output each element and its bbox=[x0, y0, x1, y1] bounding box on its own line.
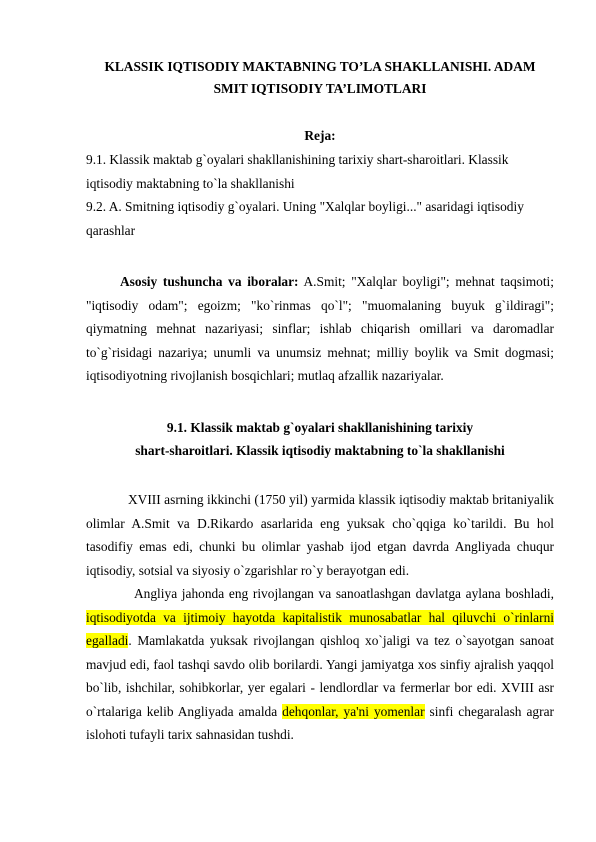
plan-item: 9.2. A. Smitning iqtisodiy g`oyalari. Uning "Xalqlar boyligi..." asaridagi iqtisodiy qarashlar bbox=[86, 199, 524, 238]
keywords-label: Asosiy tushuncha va iboralar: bbox=[120, 274, 299, 289]
plan-list bbox=[86, 148, 554, 242]
section-heading bbox=[86, 416, 554, 462]
paragraph-text: . Mamlakatda yuksak rivojlangan qishloq xo`jaligi va tez o`sayotgan sanoat mavjud edi, faol tashqi savdo olib borilardi. Yangi jamiyatga xos sinfiy ajralish yaqqol bo`lib, ishchilar, sohibkorlar, yer egalari - lendlordlar va fermerlar bor edi. XVIII asr o`rtalariga kelib Angliyada amalda bbox=[86, 633, 554, 719]
plan-item: 9.1. Klassik maktab g`oyalari shakllanishining tarixiy shart-sharoitlari. Klassik iqtisodiy maktabning to`la shakllanishi bbox=[86, 152, 509, 191]
keywords-text: A.Smit; "Xalqlar boyligi"; mehnat taqsimoti; "iqtisodiy odam"; egoizm; "ko`rinmas qo`l"; "muomalaning buyuk g`ildiragi"; qiymatning mehnat nazariyasi; sinflar; ishlab chiqarish omillari va daromadlar to`g`risidagi nazariya; unumli va unumsiz mehnat; milliy boylik va Smit dogmasi; iqtisodiyotning rivojlanish bosqichlari; mutlaq afzallik nazariyalar. bbox=[86, 274, 554, 383]
highlighted-text: iqtisodiyotda va ijtimoiy hayotda kapitalistik munosabatlar hal qiluvchi o`rinlarni egalladi bbox=[86, 609, 554, 648]
keywords-paragraph bbox=[86, 270, 554, 388]
plan-heading: Reja: bbox=[304, 128, 336, 143]
section-heading-line: shart-sharoitlari. Klassik iqtisodiy maktabning to`la shakllanishi bbox=[135, 443, 505, 458]
section-heading-line: 9.1. Klassik maktab g`oyalari shakllanishining tarixiy bbox=[166, 420, 474, 435]
highlighted-text: dehqonlar, ya'ni yomenlar bbox=[282, 703, 425, 719]
paragraph bbox=[86, 582, 554, 747]
paragraph-text: Angliya jahonda eng rivojlangan va sanoatlashgan davlatga aylana boshladi, bbox=[134, 586, 554, 601]
section-body bbox=[86, 488, 554, 747]
page-title: KLASSIK IQTISODIY MAKTABNING TO’LA SHAKLLANISHI. ADAM SMIT IQTISODIY TA’LIMOTLARI bbox=[104, 59, 536, 96]
paragraph: XVIII asrning ikkinchi (1750 yil) yarmida klassik iqtisodiy maktab britaniyalik olimlar A.Smit va D.Rikardo asarlarida eng yuksak cho`qqiga ko`tarildi. Bu hol tasodifiy emas edi, chunki bu olimlar yashab ijod etgan davrda Angliyada chuqur iqtisodiy, sotsial va siyosiy o`zgarishlar ro`y berayotgan edi. bbox=[86, 492, 554, 578]
paragraph-text: sinfi chegaralash agrar islohoti tufayli tarix sahnasidan tushdi. bbox=[86, 703, 554, 742]
